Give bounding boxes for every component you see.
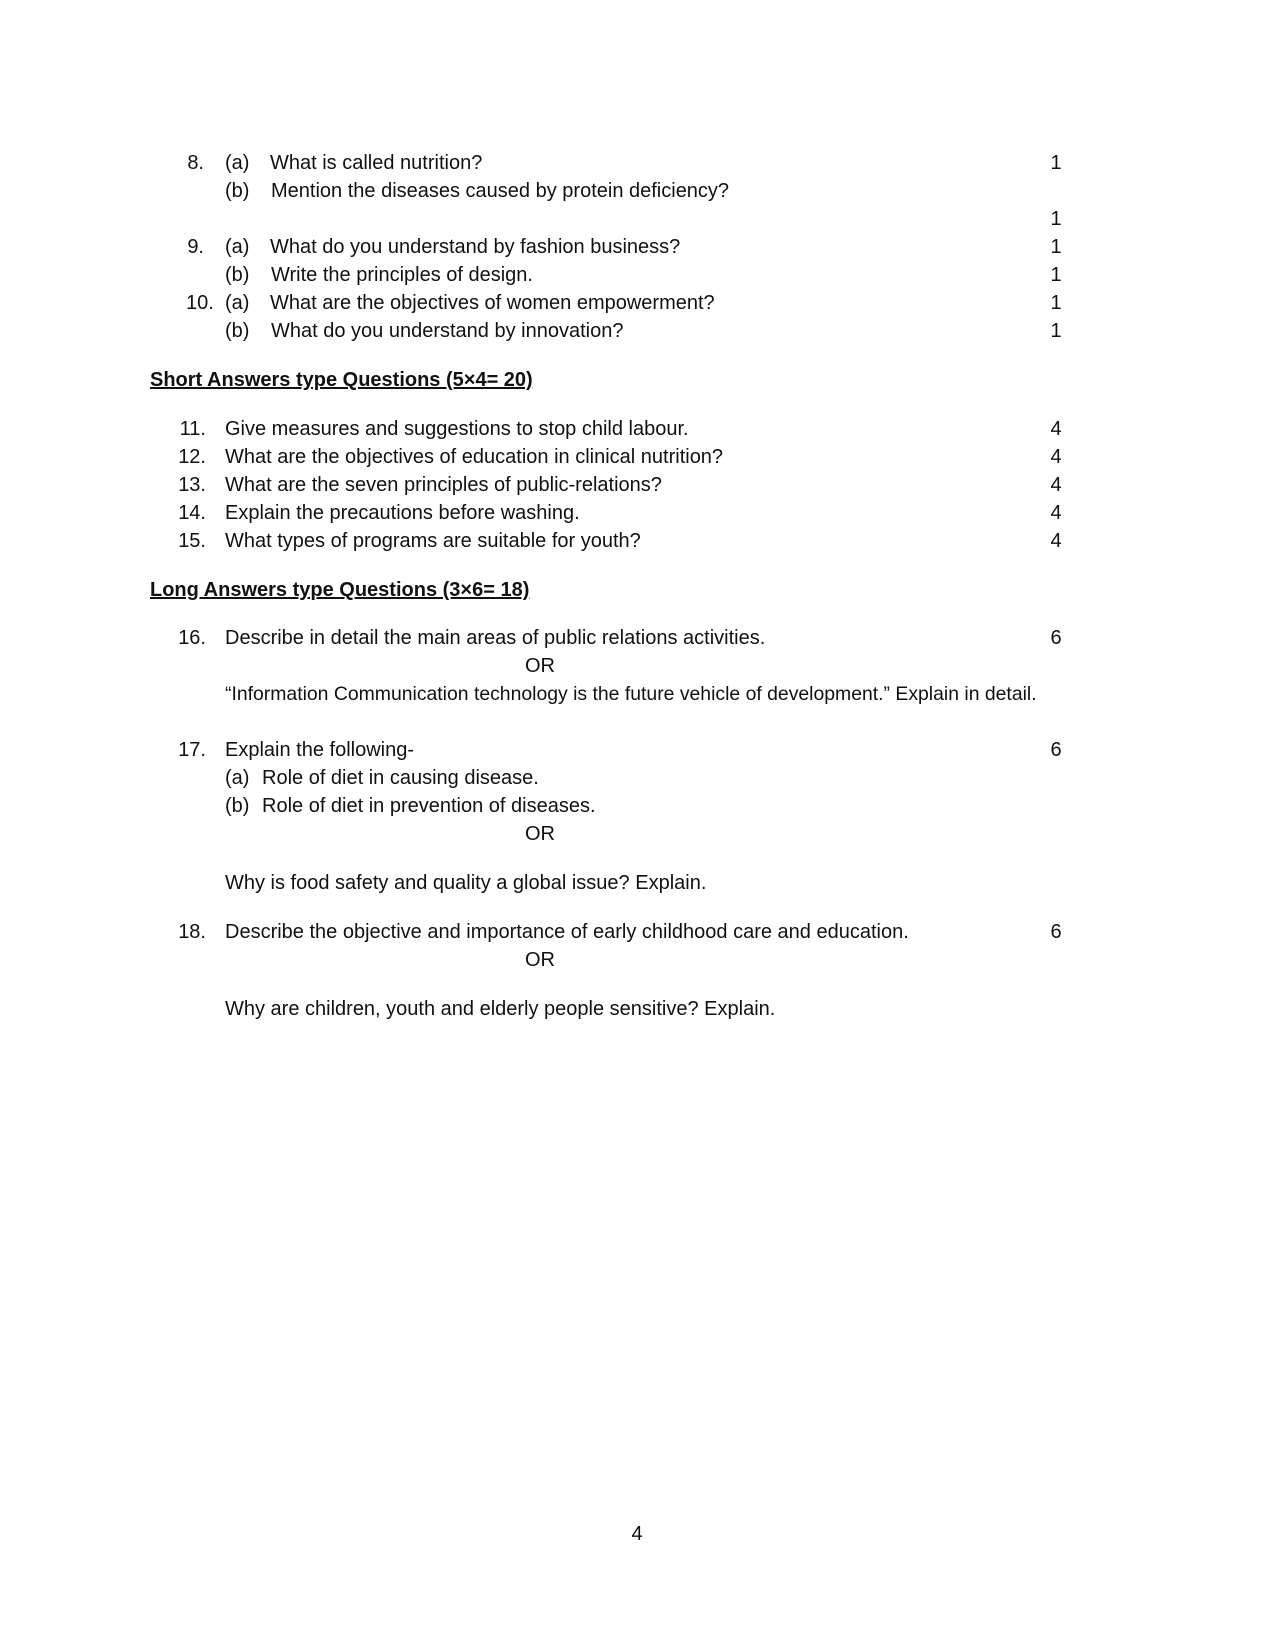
question-text: Describe the objective and importance of early childhood care and education.	[225, 921, 909, 943]
sub-label: (b)	[225, 320, 250, 342]
question-text: Give measures and suggestions to stop child labour.	[225, 418, 689, 440]
question-text: What are the objectives of women empowerment?	[270, 292, 715, 314]
page-number: 4	[631, 1523, 643, 1545]
question-text: What do you understand by innovation?	[271, 320, 624, 342]
question-text: Role of diet in prevention of diseases.	[262, 795, 596, 817]
alternative-question: “Information Communication technology is the future vehicle of development.” Explain in detail.	[225, 683, 1037, 705]
sub-label: (a)	[225, 152, 250, 174]
sub-label: (b)	[225, 264, 250, 286]
question-text: Role of diet in causing disease.	[262, 767, 539, 789]
marks: 1	[1050, 292, 1062, 314]
alternative-question: Why are children, youth and elderly people sensitive? Explain.	[225, 998, 776, 1020]
question-number: 16.	[178, 627, 206, 649]
marks: 4	[1050, 474, 1062, 496]
section-heading-long: Long Answers type Questions (3×6= 18)	[150, 579, 530, 601]
marks: 4	[1050, 418, 1062, 440]
question-number: 18.	[178, 921, 206, 943]
or-label: OR	[525, 823, 555, 845]
sub-label: (a)	[225, 292, 250, 314]
question-number: 12.	[178, 446, 206, 468]
question-text: What is called nutrition?	[270, 152, 483, 174]
question-text: What are the objectives of education in clinical nutrition?	[225, 446, 724, 468]
sub-label: (b)	[225, 180, 250, 202]
question-number: 15.	[178, 530, 206, 552]
marks: 1	[1050, 236, 1062, 258]
question-number: 8.	[187, 152, 204, 174]
marks: 6	[1050, 627, 1062, 649]
marks: 4	[1050, 530, 1062, 552]
question-number: 14.	[178, 502, 206, 524]
question-text: Explain the precautions before washing.	[225, 502, 580, 524]
marks: 1	[1050, 208, 1062, 230]
sub-label: (b)	[225, 795, 250, 817]
marks: 1	[1050, 264, 1062, 286]
question-text: Explain the following-	[225, 739, 414, 761]
marks: 4	[1050, 502, 1062, 524]
question-number: 13.	[178, 474, 206, 496]
or-label: OR	[525, 655, 555, 677]
question-text: Describe in detail the main areas of public relations activities.	[225, 627, 766, 649]
question-number: 17.	[178, 739, 206, 761]
question-text: What are the seven principles of public-relations?	[225, 474, 662, 496]
question-number: 10.	[186, 292, 214, 314]
question-text: What do you understand by fashion business?	[270, 236, 681, 258]
marks: 4	[1050, 446, 1062, 468]
marks: 1	[1050, 320, 1062, 342]
or-label: OR	[525, 949, 555, 971]
sub-label: (a)	[225, 236, 250, 258]
question-number: 9.	[187, 236, 204, 258]
marks: 6	[1050, 739, 1062, 761]
question-text: What types of programs are suitable for youth?	[225, 530, 641, 552]
marks: 6	[1050, 921, 1062, 943]
question-number: 11.	[179, 418, 206, 440]
question-text: Write the principles of design.	[271, 264, 533, 286]
section-heading-short: Short Answers type Questions (5×4= 20)	[150, 369, 533, 391]
alternative-question: Why is food safety and quality a global issue? Explain.	[225, 872, 707, 894]
question-text: Mention the diseases caused by protein deficiency?	[271, 180, 730, 202]
marks: 1	[1050, 152, 1062, 174]
sub-label: (a)	[225, 767, 250, 789]
